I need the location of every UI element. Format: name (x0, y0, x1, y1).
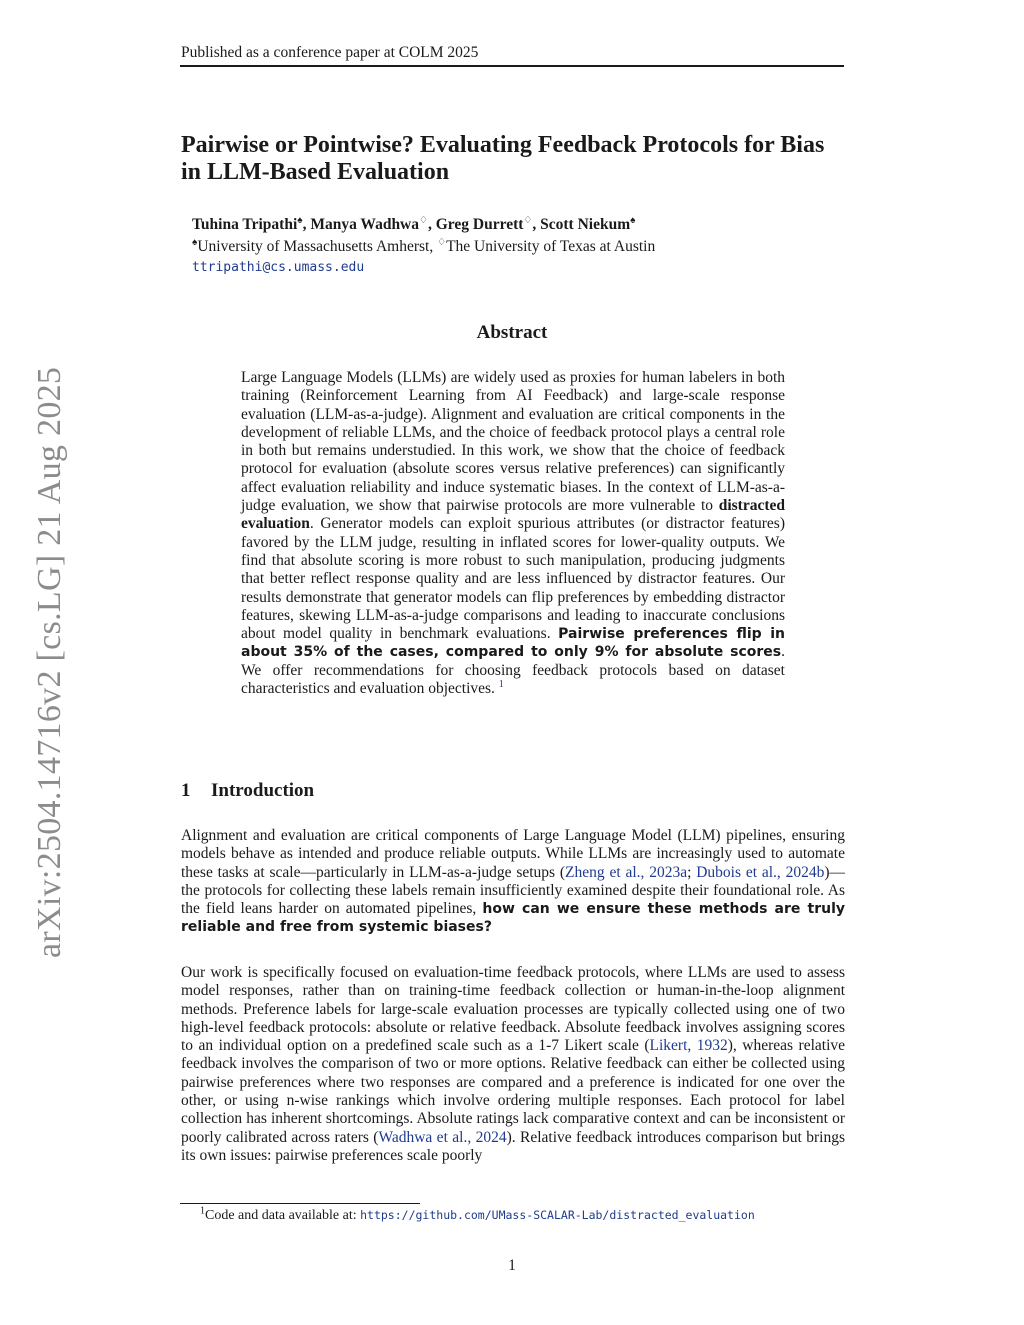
intro-paragraph (181, 964, 845, 1165)
abstract-text: . Generator models can exploit spurious attributes (or distractor features) favored by the LLM judge, resulting in inflated scores for lower-quality outputs. We find that absolute scoring is more robust to such manipulation, producing judgments that better reflect response quality and are less influenced by distractor features. Our results demonstrate that generator models can flip preferences by embedding distractor features, skewing LLM-as-a-judge comparisons and leading to inaccurate conclusions about model quality in benchmark evaluations. (241, 515, 785, 643)
affiliation-mark: ♢ (419, 214, 428, 226)
footnote-text: Code and data available at: (205, 1208, 361, 1223)
body-text: Our work is specifically focused on evaluation-time feedback protocols, where LLMs are used to assess model responses, rather than on training-time feedback collection or human-in-the-loop alignment methods. Preference labels for large-scale evaluation processes are typically collected using one of two high-level feedback protocols: absolute or relative feedback. Absolute feedback involves assigning scores to an individual option on a predefined scale such as a 1-7 Likert scale ( (181, 964, 845, 1055)
author-name: Greg Durrett (435, 216, 524, 233)
affiliations: ♠University of Massachusetts Amherst, ♢The University of Texas at Austin (192, 236, 656, 255)
abstract-bold-term: distracted evaluation (241, 497, 785, 533)
body-text: Alignment and evaluation are critical components of Large Language Model (LLM) pipelines, ensuring models behave as intended and produce reliable outputs. While LLMs are increasingly used to automate these tasks at scale—particularly in LLM-as-a-judge setups ( (181, 827, 845, 881)
affiliation-mark: ♠ (297, 214, 303, 226)
affiliation-mark: ♢ (437, 236, 447, 248)
body-text: ; (687, 863, 697, 881)
section-number: 1 (181, 780, 191, 801)
body-text: )—the protocols for collecting these labels remain insufficiently examined despite their foundational role. As the field leans harder on automated pipelines, (181, 863, 845, 918)
running-header: Published as a conference paper at COLM 2025 (181, 44, 479, 61)
abstract-heading: Abstract (476, 322, 548, 343)
research-question: how can we ensure these methods are truly reliable and free from systemic biases? (181, 901, 845, 936)
author-name: Manya Wadhwa (310, 216, 420, 233)
citation-link[interactable]: Likert, 1932 (649, 1037, 728, 1055)
citation-link[interactable]: Dubois et al., 2024b (696, 863, 825, 881)
section-heading (181, 780, 314, 802)
abstract-body (241, 369, 785, 698)
paper-title: Pairwise or Pointwise? Evaluating Feedback Protocols for Bias in LLM-Based Evaluation (181, 132, 825, 185)
citation-link[interactable]: Wadhwa et al., 2024 (378, 1128, 507, 1146)
arxiv-stamp: arXiv:2504.14716v2 [cs.LG] 21 Aug 2025 (31, 366, 68, 958)
affiliation-name: The University of Texas at Austin (446, 238, 656, 255)
abstract-text: . We offer recommendations for choosing feedback protocols based on dataset characteristics and evaluation objectives. (241, 643, 785, 698)
intro-paragraph (181, 827, 845, 937)
affiliation-mark: ♠ (192, 236, 198, 248)
author-name: Scott Niekum (540, 216, 631, 233)
abstract-key-finding: Pairwise preferences flip in about 35% of the cases, compared to only 9% for absolute scores (241, 626, 786, 661)
footnote-mark: 1 (200, 1205, 205, 1217)
header-rule (180, 65, 844, 67)
footnote (200, 1205, 755, 1224)
affiliation-mark: ♢ (523, 214, 533, 226)
body-text: ). Relative feedback introduces comparison but brings its own issues: pairwise preferences scale poorly (181, 1128, 845, 1164)
code-repo-link[interactable]: https://github.com/UMass-SCALAR-Lab/distracted_evaluation (360, 1208, 755, 1222)
citation-link[interactable]: Zheng et al., 2023a (565, 863, 688, 881)
footnote-ref[interactable]: 1 (498, 678, 504, 690)
author-list: Tuhina Tripathi♠, Manya Wadhwa♢, Greg Durrett♢, Scott Niekum♠ (192, 214, 636, 233)
affiliation-mark: ♠ (630, 214, 636, 226)
affiliation-name: University of Massachusetts Amherst (197, 238, 430, 255)
section-title: Introduction (211, 780, 315, 801)
page-number: 1 (508, 1257, 516, 1274)
body-text: ), whereas relative feedback involves the comparison of two or more options. Relative feedback can either be collected using pairwise preferences where two responses are compared and a preference is indicated for one over the other, or using n-wise rankings which involve ordering multiple responses. Each protocol for label collection has inherent shortcomings. Absolute ratings lack comparative context and can be inconsistent or poorly calibrated across raters ( (181, 1037, 846, 1146)
footnote-rule (180, 1203, 420, 1204)
author-email[interactable]: ttripathi@cs.umass.edu (192, 260, 365, 275)
abstract-text: Large Language Models (LLMs) are widely used as proxies for human labelers in both training (Reinforcement Learning from AI Feedback) and large-scale response evaluation (LLM-as-a-judge). Alignment and evaluation are critical components in the development of reliable LLMs, and the choice of feedback protocol plays a central role in both but remains understudied. In this work, we show that the choice of feedback protocol for evaluation (absolute scores versus relative preferences) can significantly affect evaluation reliability and induce systematic biases. In the context of LLM-as-a-judge evaluation, we show that pairwise protocols are more vulnerable to (241, 369, 785, 515)
author-name: Tuhina Tripathi (192, 216, 298, 233)
